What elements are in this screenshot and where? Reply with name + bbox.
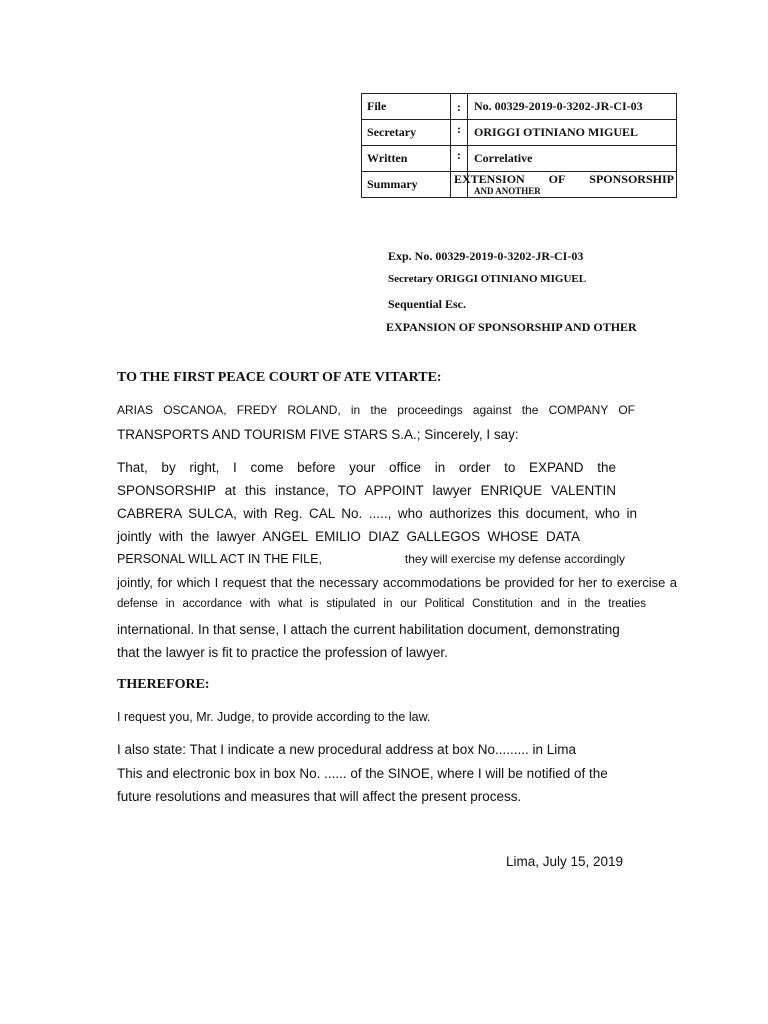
body-line: jointly with the lawyer ANGEL EMILIO DIAZ GALLEGOS WHOSE DATA (117, 529, 580, 544)
exp-subject: EXPANSION OF SPONSORSHIP AND OTHER (386, 320, 637, 334)
header-label: Written (362, 146, 451, 172)
address-line: I also state: That I indicate a new procedural address at box No......... in Lima (117, 742, 576, 757)
header-label: Summary (362, 172, 451, 198)
body-line: that the lawyer is fit to practice the profession of lawyer. (117, 645, 448, 660)
summary-line2: AND ANOTHER (474, 185, 541, 196)
signature-date: Lima, July 15, 2019 (506, 854, 624, 869)
header-row-secretary (362, 120, 677, 146)
header-separator: : (451, 120, 468, 146)
header-label: Secretary (362, 120, 451, 146)
intro-line: ARIAS OSCANOA, FREDY ROLAND, in the proceedings against the COMPANY OF (117, 403, 635, 417)
address-line: This and electronic box in box No. ...... of the SINOE, where I will be notified of the (117, 766, 608, 781)
intro-line: TRANSPORTS AND TOURISM FIVE STARS S.A.; Sincerely, I say: (117, 427, 519, 442)
header-row-file (362, 94, 677, 120)
addressee-heading: TO THE FIRST PEACE COURT OF ATE VITARTE: (117, 370, 442, 385)
exp-sequential: Sequential Esc. (388, 297, 467, 311)
header-separator: : (451, 146, 468, 172)
body-line: SPONSORSHIP at this instance, TO APPOINT lawyer ENRIQUE VALENTIN (117, 483, 616, 498)
body-line: jointly, for which I request that the necessary accommodations be provided for her to exercise a (117, 575, 677, 590)
request-line: I request you, Mr. Judge, to provide according to the law. (117, 710, 431, 724)
header-value: Correlative (468, 146, 677, 172)
therefore-heading: THEREFORE: (117, 677, 210, 692)
address-line: future resolutions and measures that will affect the present process. (117, 789, 522, 804)
case-header-table (361, 93, 677, 198)
exp-secretary: Secretary ORIGGI OTINIANO MIGUEL (388, 273, 587, 285)
body-line: international. In that sense, I attach the current habilitation document, demonstrating (117, 622, 620, 637)
body-line: defense in accordance with what is stipulated in our Political Constitution and in the treaties (117, 598, 646, 610)
header-value: ORIGGI OTINIANO MIGUEL (468, 120, 677, 146)
body-line: CABRERA SULCA, with Reg. CAL No. ....., who authorizes this document, who in (117, 506, 637, 521)
header-value (454, 171, 677, 198)
header-label: File (362, 94, 451, 120)
header-value: No. 00329-2019-0-3202-JR-CI-03 (468, 94, 677, 120)
exp-number: Exp. No. 00329-2019-0-3202-JR-CI-03 (388, 249, 584, 263)
header-separator: : (451, 94, 468, 120)
body-line: PERSONAL WILL ACT IN THE FILE, they will exercise my defense accordingly (117, 552, 625, 566)
header-row-written (362, 146, 677, 172)
header-row-summary (362, 172, 677, 198)
body-line: That, by right, I come before your office in order to EXPAND the (117, 460, 616, 475)
summary-line1: EXTENSION OF SPONSORSHIP (454, 171, 674, 186)
